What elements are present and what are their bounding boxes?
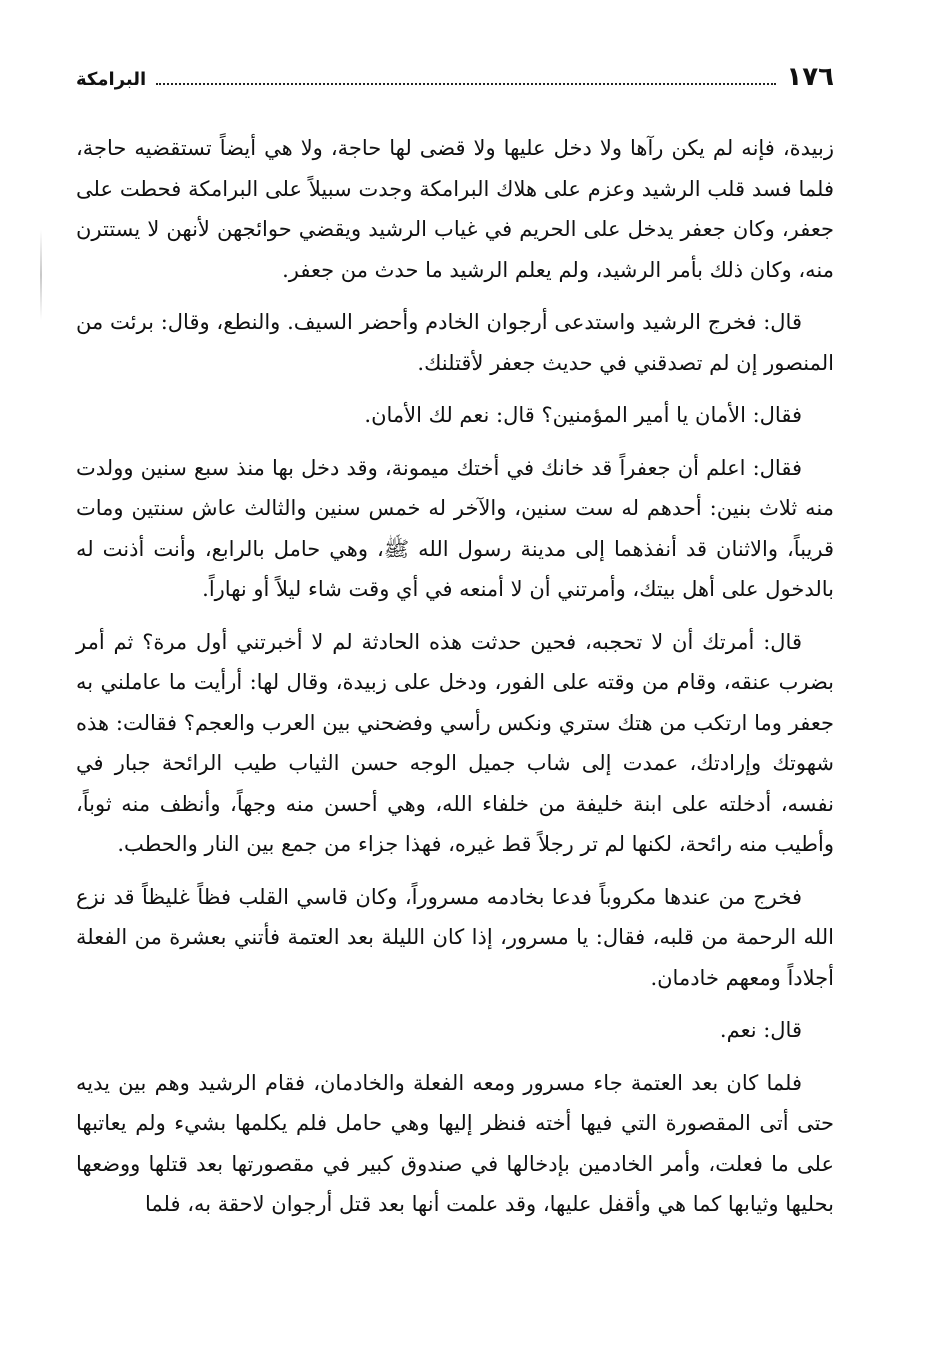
body-text bbox=[76, 128, 834, 1225]
book-page bbox=[76, 62, 834, 1347]
scan-edge-mark bbox=[40, 230, 42, 320]
paragraph-8: فلما كان بعد العتمة جاء مسرور ومعه الفعلة والخادمان، فقام الرشيد وهم بين يديه حتى أتى المقصورة التي فيها أخته فنظر إليها وهي حامل فلم يكلمها بشيء ولم يعاتبها على ما فعلت، وأمر الخادمين بإدخالها في صندوق كبير في مقصورتها بعد قتلها ووضعها بحليها وثيابها كما هي وأقفل عليها، وقد علمت أنها بعد قتل أرجوان لاحقة به، فلما bbox=[76, 1070, 834, 1216]
paragraph-2: قال: فخرج الرشيد واستدعى أرجوان الخادم وأحضر السيف. والنطع، وقال: برئت من المنصور إن لم تصدقني في حديث جعفر لأقتلنك. bbox=[76, 310, 834, 375]
book-title: البرامكة bbox=[76, 69, 147, 90]
paragraph-3: فقال: الأمان يا أمير المؤمنين؟ قال: نعم لك الأمان. bbox=[364, 403, 802, 427]
paragraph-1: زبيدة، فإنه لم يكن رآها ولا دخل عليها ولا قضى لها حاجة، ولا هي أيضاً تستقضيه حاجة، فلما فسد قلب الرشيد وعزم على هلاك البرامكة وجدت سبيلاً على البرامكة فحطت على جعفر، وكان جعفر يدخل على الحريم في غياب الرشيد ويقضي حوائجهن لأنهن لا يستترن منه، وكان ذلك بأمر الرشيد، ولم يعلم الرشيد ما حدث من جعفر. bbox=[76, 136, 834, 282]
dotted-leader bbox=[156, 83, 776, 85]
paragraph-7: قال: نعم. bbox=[719, 1018, 802, 1042]
paragraph-6: فخرج من عندها مكروباً فدعا بخادمه مسروراً، وكان قاسي القلب فظاً غليظاً قد نزع الله الرحمة من قلبه، فقال: يا مسرور، إذا كان الليلة بعد العتمة فأتني بعشرة من الفعلة أجلاداً ومعهم خادمان. bbox=[76, 884, 834, 990]
paragraph-4: فقال: اعلم أن جعفراً قد خانك في أختك ميمونة، وقد دخل بها منذ سبع سنين وولدت منه ثلاث بنين: أحدهم له ست سنين، والآخر له خمس سنين والثالث عاش سنتين ومات قريباً، والاثنان قد أنفذهما إلى مدينة رسول الله ﷺ، وهي حامل بالرابع، وأنت أذنت له بالدخول على أهل بيتك، وأمرتني أن لا أمنعه في أي وقت شاء ليلاً أو نهاراً. bbox=[76, 455, 834, 601]
page-number: ١٧٦ bbox=[786, 62, 834, 92]
running-header bbox=[76, 62, 834, 102]
paragraph-5: قال: أمرتك أن لا تحجبه، فحين حدثت هذه الحادثة لم لا أخبرتني أول مرة؟ ثم أمر بضرب عنقه، وقام من وقته على الفور، ودخل على زبيدة، وقال لها: أرأيت ما عاملني به جعفر وما ارتكب من هتك ستري ونكس رأسي وفضحني بين العرب والعجم؟ فقالت: هذه شهوتك وإرادتك، عمدت إلى شاب جميل الوجه حسن الثياب طيب الرائحة جبار في نفسه، أدخلته على ابنة خليفة من خلفاء الله، وهي أحسن منه وجهاً، وأنظف منه ثوباً، وأطيب منه رائحة، لكنها لم تر رجلاً قط غيره، فهذا جزاء من جمع بين النار والحطب. bbox=[76, 629, 834, 856]
